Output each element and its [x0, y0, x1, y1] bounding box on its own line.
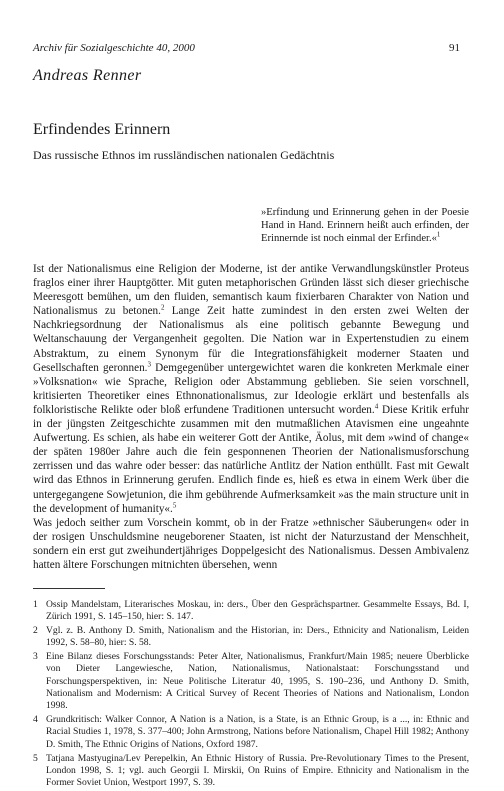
- footnote-ref-1[interactable]: 1: [436, 230, 441, 239]
- footnote-4: [33, 714, 469, 751]
- epigraph: [261, 206, 469, 245]
- footnote-3: [33, 651, 469, 712]
- journal-title: Archiv für Sozialgeschichte 40, 2000: [33, 42, 195, 54]
- footnote-ref-2[interactable]: 2: [160, 303, 165, 312]
- article-title: Erfindendes Erinnern: [33, 121, 171, 138]
- footnote-ref-5[interactable]: 5: [172, 500, 177, 509]
- footnote-text: Ossip Mandelstam, Literarisches Moskau, in: ders., Über den Gesprächspartner. Gesammelte Essays, Bd. I, Zürich 1991, S. 145–150, hier: S. 147.: [46, 599, 469, 623]
- body-text: [33, 262, 469, 572]
- paragraph-1-part-c: Demgegenüber untergewichtet waren die konkreten Merkmale einer »Volksnation« wie Sprache, Religion oder Abstammung geblieben. Sie seien vorschnell, kritisierten Theoretiker eines Ethnonationalismus, zur Ideologie erklärt und bestenfalls als folkloristische Relikte oder bloß erfundene Traditionen untersucht worden.: [33, 361, 469, 416]
- footnotes: [33, 599, 469, 791]
- paragraph-1-part-d: Diese Kritik erfuhr in der jüngsten Zeitgeschichte zusammen mit den mutmaßlichen Atavismen eine ungeahnte Aufwertung. Es schien, als habe ein weiterer Gott der Antike, Äolus, mit dem »wind of change« der späten 1980er Jahre auch die fein gesponnenen Theorien der Nationalismusforschung zerrissen und das wahre oder besser: das natürliche Antlitz der Nation enthüllt. Fast mit Gewalt wird das Ethnos in Erinnerung gerufen. Endlich finde es, hieß es etwa in einem Werk über die untergegangene Sowjetunion, die ihm gebührende Aufmerksamkeit »as the main structure unit in the development of humanity«.: [33, 403, 469, 515]
- footnote-ref-3[interactable]: 3: [147, 359, 151, 368]
- footnote-text: Grundkritisch: Walker Connor, A Nation is a Nation, is a State, is an Ethnic Group, is a ..., in: Ethnic and Racial Studies 1, 1978, S. 377–400; John Armstrong, Nations before Nationalism, Chapel Hill 1982; Anthony D. Smith, The Ethnic Origins of Nations, Oxford 1987.: [46, 714, 469, 750]
- epigraph-text: »Erfindung und Erinnerung gehen in der Poesie Hand in Hand. Erinnern heißt auch erfinden, der Erinnernde ist noch einmal der Erfinder.«: [261, 207, 469, 244]
- paragraph-2: Was jedoch seither zum Vorschein kommt, ob in der Fratze »ethnischer Säuberungen« oder in der rosigen Unschuldsmine neugeborener Staaten, ist nicht der Naturzustand der Menschheit, sondern ein erst gut zweihundertjähriges Doppelgesicht des Nationalismus. Dessen Ambivalenz hatten ältere Forschungen mitnichten übersehen, wenn: [33, 516, 469, 571]
- footnote-number: 3: [33, 651, 38, 663]
- paragraph-1: [33, 262, 469, 516]
- footnote-text: Eine Bilanz dieses Forschungsstands: Peter Alter, Nationalismus, Frankfurt/Main 1985; neuere Überblicke von Dieter Langewiesche, Nation, Nationalismus, Nationalstaat: Forschungsstand und Forschungsperspektiven, in: Neue Politische Literatur 40, 1995, S. 190–236, und Anthony D. Smith, Nationalism and Modernism: A Critical Survey of Recent Theories of Nations and Nationalism, London 1998.: [46, 651, 469, 712]
- footnote-text: Tatjana Mastyugina/Lev Perepelkin, An Ethnic History of Russia. Pre-Revolutionary Times to the Present, London 1998, S. 1; vgl. auch Georgii I. Mirskii, On Ruins of Empire. Ethnicity and Nationalism in the Former Soviet Union, Westport 1997, S. 39.: [46, 752, 469, 789]
- footnote-1: [33, 599, 469, 624]
- footnote-divider: [33, 588, 105, 589]
- footnote-number: 4: [33, 714, 38, 726]
- footnote-number: 1: [33, 599, 38, 610]
- footnote-2: [33, 625, 469, 650]
- footnote-text: Vgl. z. B. Anthony D. Smith, Nationalism and the Historian, in: Ders., Ethnicity and Nationalism, Leiden 1992, S. 58–80, hier: S. 58.: [46, 625, 469, 649]
- footnote-ref-4[interactable]: 4: [374, 402, 379, 411]
- paragraph-1-part-a: Ist der Nationalismus eine Religion der Moderne, ist der antike Verwandlungskünstler Proteus fraglos einer ihrer Hauptgötter. Mit guten metaphorischen Gründen lässt sich dieser griechische Meeresgott bemühen, um den fluiden, semantisch kaum fixierbaren Charakter von Nation und Nationalismus zu betonen.: [33, 263, 469, 318]
- page-number: 91: [449, 42, 460, 54]
- footnote-number: 2: [33, 625, 38, 637]
- author-name: Andreas Renner: [33, 67, 142, 84]
- footnote-number: 5: [33, 752, 38, 764]
- running-head: [33, 42, 460, 54]
- paragraph-1-part-b: Lange Zeit hatte zumindest in den ersten zwei Welten der Nachkriegsordnung der Nationalismus als eine politisch gebannte Bewegung und Weltanschauung der Vergangenheit gegolten. Die Nation war in Expertenstudien zu einem Abstraktum, zu einem Synonym für die Integrationsfähigkeit moderner Staaten und Gesellschaften geronnen.: [33, 305, 470, 374]
- footnote-5: [33, 753, 469, 790]
- article-subtitle: Das russische Ethnos im russländischen nationalen Gedächtnis: [33, 148, 335, 162]
